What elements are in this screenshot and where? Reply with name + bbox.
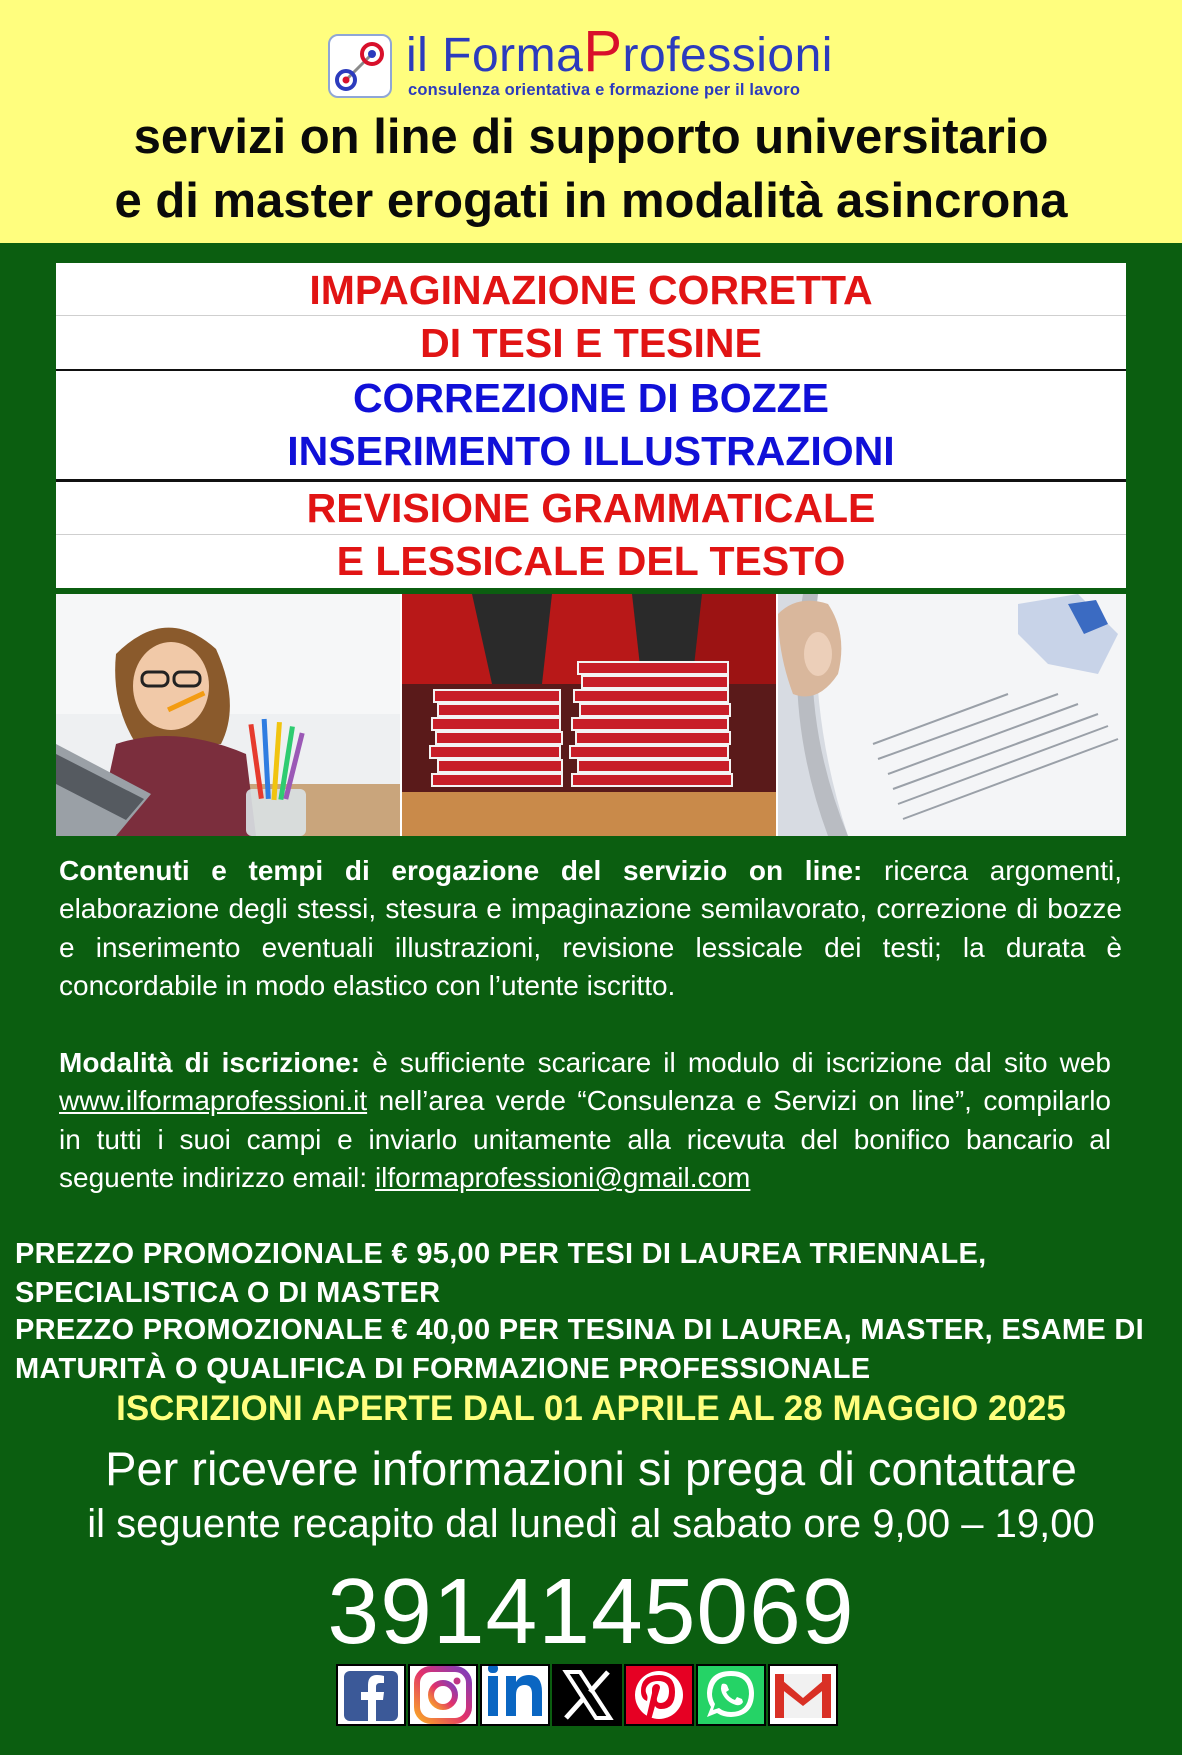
social-icons bbox=[336, 1664, 838, 1726]
enrollment-dates: ISCRIZIONI APERTE DAL 01 APRILE AL 28 MAGGIO 2025 bbox=[116, 1389, 1066, 1428]
enrollment-text-2: nell’area verde “Consulenza e Servizi on line”, compilarlo in tutti i suoi campi e inviarlo unitamente alla ricevuta del bonifico bancario al seguente indirizzo email: bbox=[59, 1085, 1111, 1194]
phone-number[interactable]: 3914145069 bbox=[327, 1559, 855, 1663]
price-thesis: PREZZO PROMOZIONALE € 95,00 PER TESI DI LAUREA TRIENNALE, SPECIALISTICA O DI MASTER bbox=[15, 1238, 987, 1309]
contents-label: Contenuti e tempi di erogazione del servizio on line: bbox=[59, 855, 863, 886]
info-line-1: Per ricevere informazioni si prega di contattare bbox=[105, 1442, 1077, 1495]
headline-line-2: e di master erogati in modalità asincrona bbox=[114, 174, 1068, 228]
facebook-icon[interactable] bbox=[336, 1664, 406, 1726]
enrollment-paragraph bbox=[59, 1044, 1111, 1198]
whatsapp-icon[interactable] bbox=[696, 1664, 766, 1726]
linkedin-icon[interactable] bbox=[480, 1664, 550, 1726]
contents-text: ricerca argomenti, elaborazione degli stessi, stesura e impaginazione semilavorato, correzione di bozze e inserimento eventuali illustrazioni, revisione lessicale dei testi; la durata è concordabile in modo elastico con l’utente iscritto. bbox=[59, 855, 1122, 1002]
info-line-2: il seguente recapito dal lunedì al sabato ore 9,00 – 19,00 bbox=[87, 1502, 1095, 1546]
contents-paragraph bbox=[59, 852, 1122, 1006]
price-short-thesis: PREZZO PROMOZIONALE € 40,00 PER TESINA DI LAUREA, MASTER, ESAME DI MATURITÀ O QUALIFICA DI FORMAZIONE PROFESSIONALE bbox=[15, 1314, 1144, 1385]
logo-mark-icon bbox=[328, 34, 392, 98]
service-line: IMPAGINAZIONE CORRETTA bbox=[309, 267, 873, 313]
service-line: E LESSICALE DEL TESTO bbox=[336, 538, 846, 584]
service-line: INSERIMENTO ILLUSTRAZIONI bbox=[287, 428, 895, 474]
services-box bbox=[56, 263, 1126, 588]
enrollment-text-1: è sufficiente scaricare il modulo di iscrizione dal sito web bbox=[360, 1047, 1111, 1078]
website-link[interactable]: www.ilformaprofessioni.it bbox=[59, 1085, 368, 1117]
service-line: REVISIONE GRAMMATICALE bbox=[306, 485, 876, 531]
service-line: DI TESI E TESINE bbox=[420, 320, 762, 366]
logo bbox=[328, 12, 858, 102]
logo-tagline: consulenza orientativa e formazione per il lavoro bbox=[408, 81, 801, 99]
photo-strip bbox=[56, 594, 1126, 836]
header bbox=[0, 0, 1182, 243]
gmail-icon[interactable] bbox=[768, 1664, 838, 1726]
enrollment-label: Modalità di iscrizione: bbox=[59, 1047, 361, 1078]
service-line: CORREZIONE DI BOZZE bbox=[352, 375, 830, 421]
headline-line-1: servizi on line di supporto universitario bbox=[133, 110, 1049, 164]
photo-student-laptop bbox=[56, 594, 400, 836]
photo-stacked-theses bbox=[402, 594, 776, 836]
pinterest-icon[interactable] bbox=[624, 1664, 694, 1726]
logo-brand-text: il FormaProfessioni bbox=[406, 19, 833, 84]
email-link[interactable]: ilformaprofessioni@gmail.com bbox=[374, 1162, 751, 1194]
x-icon[interactable] bbox=[552, 1664, 622, 1726]
photo-open-book bbox=[778, 594, 1126, 836]
instagram-icon[interactable] bbox=[408, 1664, 478, 1726]
